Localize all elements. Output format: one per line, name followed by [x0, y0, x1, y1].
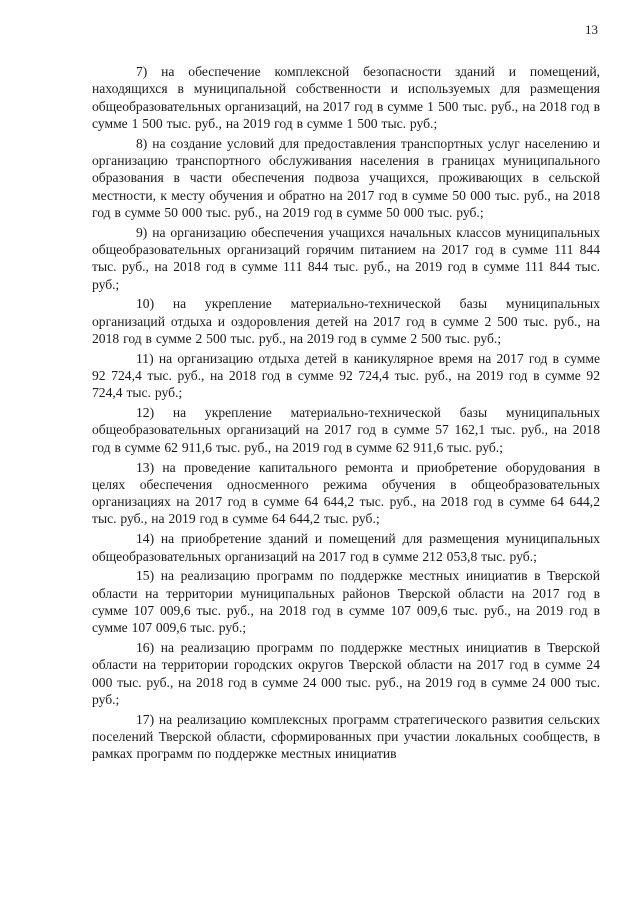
paragraph-item-17: 17) на реализацию комплексных программ стратегического развития сельских поселений Тверской области, сформированных при участии локальных сообществ, в рамках программ по поддержке местных инициатив: [92, 711, 600, 762]
paragraph-item-9: 9) на организацию обеспечения учащихся начальных классов муниципальных общеобразовательных организаций горячим питанием на 2017 год в сумме 111 844 тыс. руб., на 2018 год в сумме 111 844 тыс. руб., на 2019 год в сумме 111 844 тыс. руб.;: [92, 224, 600, 292]
paragraph-item-7: 7) на обеспечение комплексной безопасности зданий и помещений, находящихся в муниципальной собственности и используемых для размещения общеобразовательных организаций, на 2017 год в сумме 1 500 тыс. руб., на 2018 год в сумме 1 500 тыс. руб., на 2019 год в сумме 1 500 тыс. руб.;: [92, 64, 600, 131]
paragraph-item-13: 13) на проведение капитального ремонта и приобретение оборудования в целях обеспечения односменного режима обучения в общеобразовательных организациях на 2017 год в сумме 64 644,2 тыс. руб., на 2018 год в сумме 64 644,2 тыс. руб., на 2019 год в сумме 64 644,2 тыс. руб.;: [92, 459, 600, 527]
paragraph-item-16: 16) на реализацию программ по поддержке местных инициатив в Тверской области на территории городских округов Тверской области на 2017 год в сумме 24 000 тыс. руб., на 2018 год в сумме 24 000 тыс. руб., на 2019 год в сумме 24 000 тыс. руб.;: [92, 640, 600, 707]
paragraph-item-15: 15) на реализацию программ по поддержке местных инициатив в Тверской области на территории муниципальных районов Тверской области на 2017 год в сумме 107 009,6 тыс. руб., на 2018 год в сумме 107 009,6 тыс. руб., на 2019 год в сумме 107 009,6 тыс. руб.;: [92, 568, 600, 636]
paragraph-item-11: 11) на организацию отдыха детей в каникулярное время на 2017 год в сумме 92 724,4 тыс. руб., на 2018 год в сумме 92 724,4 тыс. руб., на 2019 год в сумме 92 724,4 тыс. руб.;: [92, 350, 600, 401]
paragraph-item-10: 10) на укрепление материально-технической базы муниципальных организаций отдыха и оздоровления детей на 2017 год в сумме 2 500 тыс. руб., на 2018 год в сумме 2 500 тыс. руб., на 2019 год в сумме 2 500 тыс. руб.;: [92, 296, 600, 346]
paragraph-item-12: 12) на укрепление материально-технической базы муниципальных общеобразовательных организаций на 2017 год в сумме 57 162,1 тыс. руб., на 2018 год в сумме 62 911,6 тыс. руб., на 2019 год в сумме 62 911,6 тыс. руб.;: [92, 405, 600, 455]
document-body: [92, 63, 600, 765]
paragraph-item-8: 8) на создание условий для предоставления транспортных услуг населению и организацию транспортного обслуживания населения в границах муниципального образования в части обеспечения подвоза учащихся, проживающих в сельской местности, к месту обучения и обратно на 2017 год в сумме 50 000 тыс. руб., на 2018 год в сумме 50 000 тыс. руб., на 2019 год в сумме 50 000 тыс. руб.;: [92, 135, 600, 220]
page-number: 13: [585, 22, 598, 37]
paragraph-item-14: 14) на приобретение зданий и помещений для размещения муниципальных общеобразовательных организаций на 2017 год в сумме 212 053,8 тыс. руб.;: [92, 531, 600, 564]
